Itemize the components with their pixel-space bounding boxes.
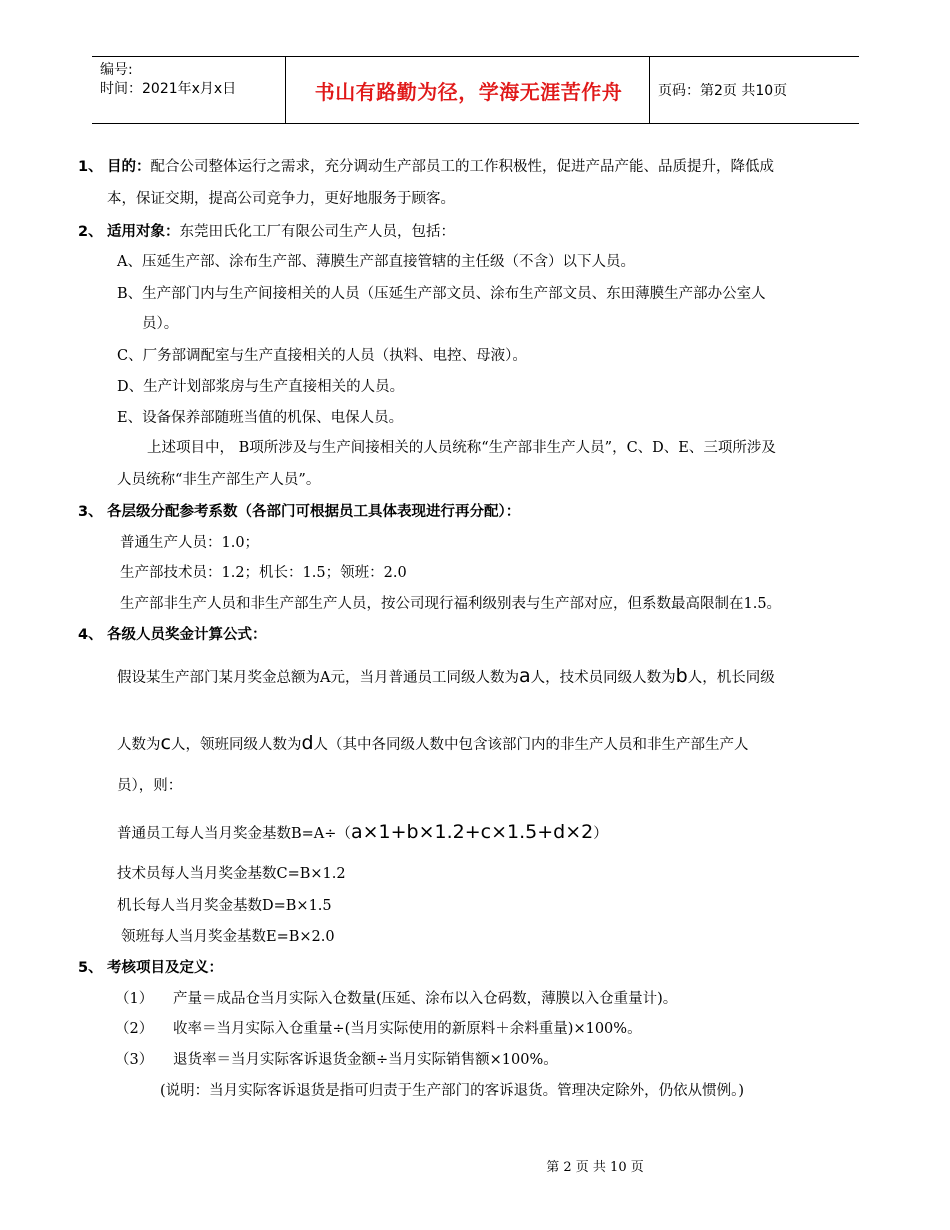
item-number: （2） [115,1021,154,1037]
variable-a: a [518,665,531,687]
item-text: 退货率＝当月实际客诉退货金额÷当月实际销售额×100%。 [173,1052,558,1068]
formula-intro: 人数为c人，领班同级人数为d人（其中各同级人数中包含该部门内的非生产人员和非生产部生产人 [117,732,749,754]
section-2-line [107,222,455,242]
formula-line: 领班每人当月奖金基数E=B×2.0 [121,929,335,945]
section-number: 1、 [78,159,103,175]
formula-line: 普通员工每人当月奖金基数B=A÷（a×1+b×1.2+c×1.5+d×2） [117,821,608,843]
coefficient-line: 生产部技术员：1.2；机长：1.5；领班：2.0 [120,565,407,581]
section-text: 东莞田氏化工厂有限公司生产人员，包括： [179,224,455,240]
formula-line: 技术员每人当月奖金基数C=B×1.2 [117,866,346,882]
section-text: 本，保证交期，提高公司竞争力，更好地服务于顾客。 [107,191,455,207]
page-footer [0,1156,950,1175]
item-text: 产量＝成品仓当月实际入仓数量(压延、涂布以入仓码数，薄膜以入仓重量计)。 [173,991,678,1007]
item-text: 收率＝当月实际入仓重量÷(当月实际使用的新原料＋余料重量)×100%。 [173,1021,642,1037]
note-text: 人员统称“非生产部生产人员”。 [117,472,321,488]
list-item: C、厂务部调配室与生产直接相关的人员（执料、电控、母液）。 [117,348,527,364]
variable-c: c [160,732,171,754]
section-title: 各层级分配参考系数（各部门可根据员工具体表现进行再分配）： [107,504,521,520]
footer-page-number: 第 2 页 共 10 页 [546,1160,644,1175]
header-meta [100,61,236,99]
section-number: 4、 [78,627,103,643]
list-item: A、压延生产部、涂布生产部、薄膜生产部直接管辖的主任级（不含）以下人员。 [117,254,635,270]
document-header [92,56,859,124]
coefficient-line: 普通生产人员：1.0； [120,535,260,551]
formula-intro: 假设某生产部门某月奖金总额为A元，当月普通员工同级人数为a人，技术员同级人数为b人，机长同级 [117,665,775,687]
section-title: 适用对象： [107,224,180,240]
header-motto: 书山有路勤为径，学海无涯苦作舟 [314,79,623,104]
item-number: （1） [115,991,154,1007]
note-text: (说明：当月实际客诉退货是指可归责于生产部门的客诉退货。管理决定除外，仍依从惯例。) [160,1083,745,1099]
coefficient-line: 生产部非生产人员和非生产部生产人员，按公司现行福利级别表与生产部对应，但系数最高限制在1.5。 [120,596,782,612]
section-title: 考核项目及定义： [107,960,223,976]
formula-intro: 员），则： [117,778,183,794]
variable-b: b [675,665,688,687]
section-text: 配合公司整体运行之需求，充分调动生产部员工的工作积极性，促进产品产能、品质提升，降低成 [150,159,774,175]
list-item: D、生产计划部浆房与生产直接相关的人员。 [117,379,405,395]
list-item: B、生产部门内与生产间接相关的人员（压延生产部文员、涂布生产部文员、东田薄膜生产部办公室人 [117,286,766,302]
variable-d: d [301,732,314,754]
serial-label: 编号: [100,62,133,78]
item-number: （3） [115,1052,154,1068]
section-number: 3、 [78,504,103,520]
section-title: 目的： [107,159,151,175]
header-divider [285,57,286,123]
section-number: 5、 [78,960,103,976]
time-label: 时间：2021年x月x日 [100,81,237,97]
section-1-line [107,157,774,177]
section-title: 各级人员奖金计算公式： [107,627,267,643]
section-number: 2、 [78,224,103,240]
note-text: 上述项目中， B项所涉及与生产间接相关的人员统称“生产部非生产人员”，C、D、E、三项所涉及 [147,440,776,456]
list-item: E、设备保养部随班当值的机保、电保人员。 [117,410,404,426]
header-page-info: 页码：第2页 共10页 [658,83,788,99]
formula-line: 机长每人当月奖金基数D=B×1.5 [117,898,332,914]
list-item-cont: 员）。 [142,316,179,332]
